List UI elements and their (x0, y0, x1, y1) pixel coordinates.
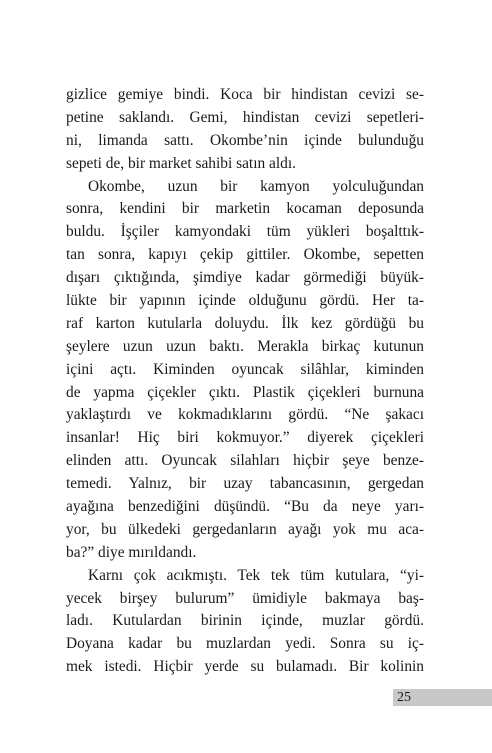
text-line: tan sonra, kapıyı çekip gittiler. Okombe, sepetten (66, 246, 424, 264)
text-line: şeylere uzun uzun baktı. Merakla birkaç kutunun (66, 337, 424, 355)
text-line: gizlice gemiye bindi. Koca bir hindistan cevizi se- (66, 86, 424, 103)
text-line: ni, limanda sattı. Okombe’nin içinde bulunduğu (66, 131, 424, 149)
text-line: yaklaştırdı ve kokmadıklarını gördü. “Ne şakacı (66, 406, 424, 424)
text-line: ba?” diye mırıldandı. (66, 543, 197, 561)
text-line: dışarı çıktığında, şimdiye kadar görmediği büyük- (66, 269, 424, 287)
text-line: lükte bir yapının içinde olduğunu gördü. Her ta- (66, 292, 424, 310)
body-text (66, 84, 424, 679)
text-line: yor, bu ülkedeki gergedanların ayağı yok mu aca- (66, 520, 424, 538)
text-line: Okombe, uzun bir kamyon yolculuğundan (88, 177, 424, 195)
page-number: 25 (397, 690, 411, 705)
text-line: içini açtı. Kiminden oyuncak silâhlar, kiminden (66, 360, 424, 378)
text-line: mek istedi. Hiçbir yerde su bulamadı. Bir kolinin (66, 658, 424, 676)
page-number-bar (393, 689, 492, 706)
text-line: elinden attı. Oyuncak silahları hiçbir şeye benze- (66, 452, 424, 470)
text-line: de yapma çiçekler çıktı. Plastik çiçekleri burnuna (66, 383, 424, 401)
text-line: ayağına benzediğini düşündü. “Bu da neye yarı- (66, 498, 424, 516)
text-line: sonra, kendini bir marketin kocaman deposunda (66, 200, 424, 218)
text-line: Doyana kadar bu muzlardan yedi. Sonra su iç- (66, 635, 424, 653)
text-line: Karnı çok acıkmıştı. Tek tek tüm kutulara, “yi- (88, 566, 424, 584)
text-line: yecek birşey bulurum” ümidiyle bakmaya baş- (66, 589, 424, 607)
text-line: sepeti de, bir market sahibi satın aldı. (66, 154, 296, 172)
text-line: temedi. Yalnız, bir uzay tabancasının, gergedan (66, 475, 424, 493)
text-line: petine saklandı. Gemi, hindistan cevizi sepetleri- (66, 108, 424, 126)
text-line: buldu. İşçiler kamyondaki tüm yükleri boşalttık- (66, 223, 424, 241)
text-line: insanlar! Hiç biri kokmuyor.” diyerek çiçekleri (66, 429, 424, 447)
text-line: raf karton kutularla doluydu. İlk kez gördüğü bu (66, 314, 424, 332)
text-line: ladı. Kutulardan birinin içinde, muzlar gördü. (66, 612, 424, 630)
